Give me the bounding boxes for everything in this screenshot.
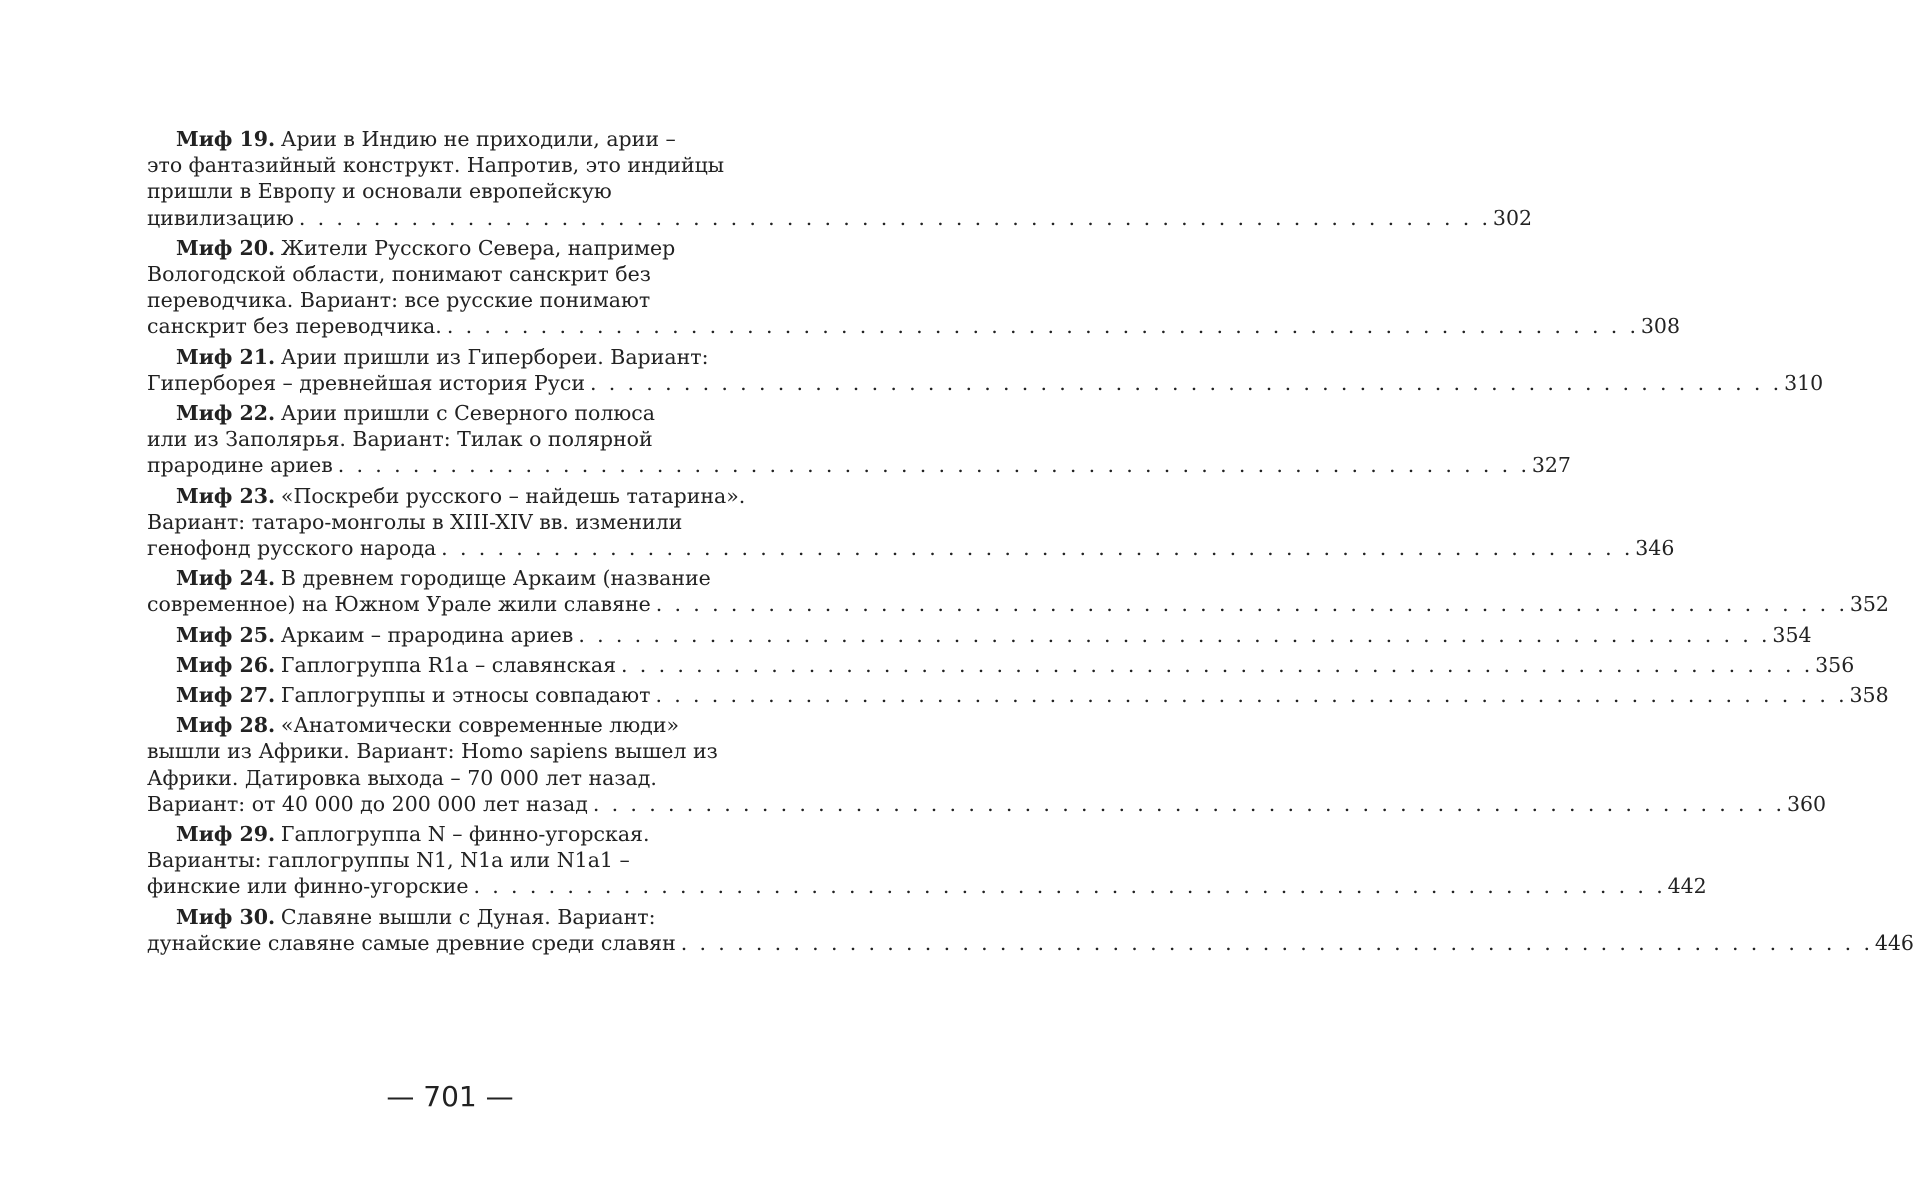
toc-entry-label: Миф 21. bbox=[176, 344, 276, 369]
toc-entry-line bbox=[147, 509, 727, 535]
toc-entry[interactable] bbox=[147, 712, 1827, 817]
toc-entry-text: Африки. Датировка выхода – 70 000 лет назад. bbox=[147, 765, 657, 790]
toc-entry[interactable] bbox=[147, 565, 1889, 617]
dot-leader: . . . . . . . . . . . . . . . . . . . . . . . . . . . . . . . . . . . . . . . . . . . . . . . . . . . . . . . . . . . . . . . . bbox=[592, 791, 1785, 816]
dot-leader: . . . . . . . . . . . . . . . . . . . . . . . . . . . . . . . . . . . . . . . . . . . . . . . . . . . . . . . . . . . . . . . . bbox=[298, 205, 1491, 230]
toc-entry-text: генофонд русского народа bbox=[147, 536, 437, 561]
toc-entry-label: Миф 20. bbox=[176, 235, 276, 260]
toc-entry[interactable] bbox=[147, 652, 1855, 678]
toc-entry-line bbox=[147, 152, 727, 178]
toc-entry-line bbox=[147, 904, 727, 930]
toc-entry[interactable] bbox=[147, 682, 1889, 708]
toc-entry-text: или из Заполярья. Вариант: Тилак о полярной bbox=[147, 427, 653, 452]
dot-leader: . . . . . . . . . . . . . . . . . . . . . . . . . . . . . . . . . . . . . . . . . . . . . . . . . . . . . . . . . . . . . . . . bbox=[337, 453, 1530, 478]
dot-leader: . . . . . . . . . . . . . . . . . . . . . . . . . . . . . . . . . . . . . . . . . . . . . . . . . . . . . . . . . . . . . . . . bbox=[446, 314, 1639, 339]
toc-page-number[interactable]: 360 bbox=[1786, 791, 1827, 816]
toc-page-number[interactable]: 310 bbox=[1784, 370, 1824, 395]
toc-page-number[interactable]: 446 bbox=[1874, 930, 1914, 955]
toc-entry-line bbox=[147, 313, 1681, 339]
toc-entry-line bbox=[147, 591, 1889, 617]
toc-entry-line bbox=[147, 791, 1827, 817]
toc-page-number[interactable]: 302 bbox=[1492, 205, 1533, 230]
toc-entry-label: Миф 19. bbox=[176, 127, 276, 151]
table-of-contents bbox=[147, 126, 1914, 960]
toc-entry-line bbox=[147, 652, 1855, 678]
toc-entry-text: Гаплогруппы и этносы совпадают bbox=[280, 683, 651, 708]
toc-entry[interactable] bbox=[147, 821, 1707, 900]
toc-entry-text: Арии пришли из Гипербореи. Вариант: bbox=[280, 344, 709, 369]
toc-entry-text: В древнем городище Аркаим (название bbox=[280, 566, 711, 591]
toc-entry-text: финские или финно-угорские bbox=[147, 874, 469, 899]
toc-entry-text: Жители Русского Севера, например bbox=[280, 235, 676, 260]
toc-entry-line bbox=[147, 235, 727, 261]
toc-entry-text: «Анатомически современные люди» bbox=[280, 713, 680, 738]
toc-entry-text: переводчика. Вариант: все русские понимают bbox=[147, 288, 651, 313]
dot-leader: . . . . . . . . . . . . . . . . . . . . . . . . . . . . . . . . . . . . . . . . . . . . . . . . . . . . . . . . . . . . . . . . bbox=[473, 874, 1666, 899]
toc-entry[interactable] bbox=[147, 483, 1675, 562]
toc-page-number[interactable]: 327 bbox=[1531, 453, 1571, 478]
toc-entry-text: Славяне вышли с Дуная. Вариант: bbox=[280, 904, 656, 929]
toc-entry-text: Варианты: гаплогруппы N1, N1a или N1a1 – bbox=[147, 848, 630, 873]
toc-entry-text: Вологодской области, понимают санскрит без bbox=[147, 262, 651, 287]
toc-entry-line bbox=[147, 565, 727, 591]
toc-entry-line bbox=[147, 622, 1812, 648]
dot-leader: . . . . . . . . . . . . . . . . . . . . . . . . . . . . . . . . . . . . . . . . . . . . . . . . . . . . . . . . . . . . . . . . bbox=[680, 930, 1873, 955]
toc-entry-line bbox=[147, 287, 727, 313]
toc-entry-line bbox=[147, 682, 1889, 708]
dot-leader: . . . . . . . . . . . . . . . . . . . . . . . . . . . . . . . . . . . . . . . . . . . . . . . . . . . . . . . . . . . . . . . . bbox=[441, 536, 1634, 561]
toc-entry[interactable] bbox=[147, 126, 1533, 231]
toc-entry-text: Вариант: от 40 000 до 200 000 лет назад bbox=[147, 791, 588, 816]
dot-leader: . . . . . . . . . . . . . . . . . . . . . . . . . . . . . . . . . . . . . . . . . . . . . . . . . . . . . . . . . . . . . . . . bbox=[578, 622, 1771, 647]
toc-entry-line bbox=[147, 483, 746, 509]
toc-entry[interactable] bbox=[147, 904, 1914, 956]
toc-entry-label: Миф 28. bbox=[176, 713, 276, 738]
toc-entry-line bbox=[147, 535, 1675, 561]
toc-entry-text: санскрит без переводчика. bbox=[147, 314, 442, 339]
toc-entry-label: Миф 23. bbox=[176, 483, 276, 508]
toc-entry-text: цивилизацию bbox=[147, 205, 294, 230]
dot-leader: . . . . . . . . . . . . . . . . . . . . . . . . . . . . . . . . . . . . . . . . . . . . . . . . . . . . . . . . . . . . . . . . bbox=[655, 683, 1848, 708]
toc-entry-label: Миф 27. bbox=[176, 683, 276, 708]
toc-page-number[interactable]: 358 bbox=[1849, 683, 1889, 708]
toc-page-number[interactable]: 354 bbox=[1772, 622, 1812, 647]
toc-entry-line bbox=[147, 765, 727, 791]
dot-leader: . . . . . . . . . . . . . . . . . . . . . . . . . . . . . . . . . . . . . . . . . . . . . . . . . . . . . . . . . . . . . . . . bbox=[621, 652, 1814, 677]
toc-entry-line bbox=[147, 873, 1707, 899]
toc-entry-label: Миф 22. bbox=[176, 401, 276, 426]
toc-entry[interactable] bbox=[147, 344, 1824, 396]
toc-entry-label: Миф 25. bbox=[176, 622, 276, 647]
page-number: — 701 — bbox=[386, 1080, 514, 1113]
toc-entry-line bbox=[147, 400, 727, 426]
toc-entry-label: Миф 29. bbox=[176, 822, 276, 847]
toc-entry-label: Миф 26. bbox=[176, 652, 276, 677]
toc-entry[interactable] bbox=[147, 622, 1812, 648]
toc-entry-line bbox=[147, 426, 727, 452]
toc-entry-text: современное) на Южном Урале жили славяне bbox=[147, 592, 651, 617]
toc-entry-text: Арии пришли с Северного полюса bbox=[280, 401, 655, 426]
toc-entry-text: Гаплогруппа N – финно-угорская. bbox=[280, 822, 650, 847]
toc-entry-label: Миф 30. bbox=[176, 904, 276, 929]
toc-entry-line bbox=[147, 930, 1914, 956]
dot-leader: . . . . . . . . . . . . . . . . . . . . . . . . . . . . . . . . . . . . . . . . . . . . . . . . . . . . . . . . . . . . . . . . bbox=[655, 592, 1848, 617]
toc-entry-line bbox=[147, 205, 1533, 231]
toc-entry-line bbox=[147, 847, 727, 873]
dot-leader: . . . . . . . . . . . . . . . . . . . . . . . . . . . . . . . . . . . . . . . . . . . . . . . . . . . . . . . . . . . . . . . . bbox=[589, 370, 1783, 395]
toc-entry-text: прародине ариев bbox=[147, 453, 333, 478]
toc-entry-line bbox=[147, 344, 727, 370]
toc-page-number[interactable]: 308 bbox=[1640, 314, 1681, 339]
toc-entry-line bbox=[147, 738, 727, 764]
toc-entry-text: Гаплогруппа R1a – славянская bbox=[280, 652, 617, 677]
toc-entry[interactable] bbox=[147, 235, 1681, 340]
toc-entry-text: вышли из Африки. Вариант: Homo sapiens вышел из bbox=[147, 739, 718, 764]
toc-entry-line bbox=[147, 261, 727, 287]
toc-entry-text: Аркаим – прародина ариев bbox=[280, 622, 574, 647]
toc-entry-text: это фантазийный конструкт. Напротив, это индийцы bbox=[147, 153, 725, 178]
toc-entry-text: Гиперборея – древнейшая история Руси bbox=[147, 370, 585, 395]
toc-entry-line bbox=[147, 126, 727, 152]
toc-entry-line bbox=[147, 712, 727, 738]
toc-entry-line bbox=[147, 452, 1571, 478]
toc-page-number[interactable]: 352 bbox=[1849, 592, 1889, 617]
toc-entry-line bbox=[147, 821, 727, 847]
toc-entry-label: Миф 24. bbox=[176, 566, 276, 591]
toc-page-number[interactable]: 356 bbox=[1815, 652, 1855, 677]
toc-page-number[interactable]: 346 bbox=[1635, 536, 1675, 561]
toc-entry-text: дунайские славяне самые древние среди славян bbox=[147, 930, 676, 955]
toc-entry[interactable] bbox=[147, 400, 1571, 479]
toc-entry-text: «Поскреби русского – найдешь татарина». bbox=[280, 483, 746, 508]
toc-page-number[interactable]: 442 bbox=[1667, 874, 1707, 899]
toc-entry-text: пришли в Европу и основали европейскую bbox=[147, 179, 612, 204]
toc-entry-line bbox=[147, 178, 727, 204]
toc-entry-text: Вариант: татаро-монголы в XIII-XIV вв. изменили bbox=[147, 509, 683, 534]
toc-entry-text: Арии в Индию не приходили, арии – bbox=[280, 127, 676, 151]
toc-entry-line bbox=[147, 370, 1824, 396]
